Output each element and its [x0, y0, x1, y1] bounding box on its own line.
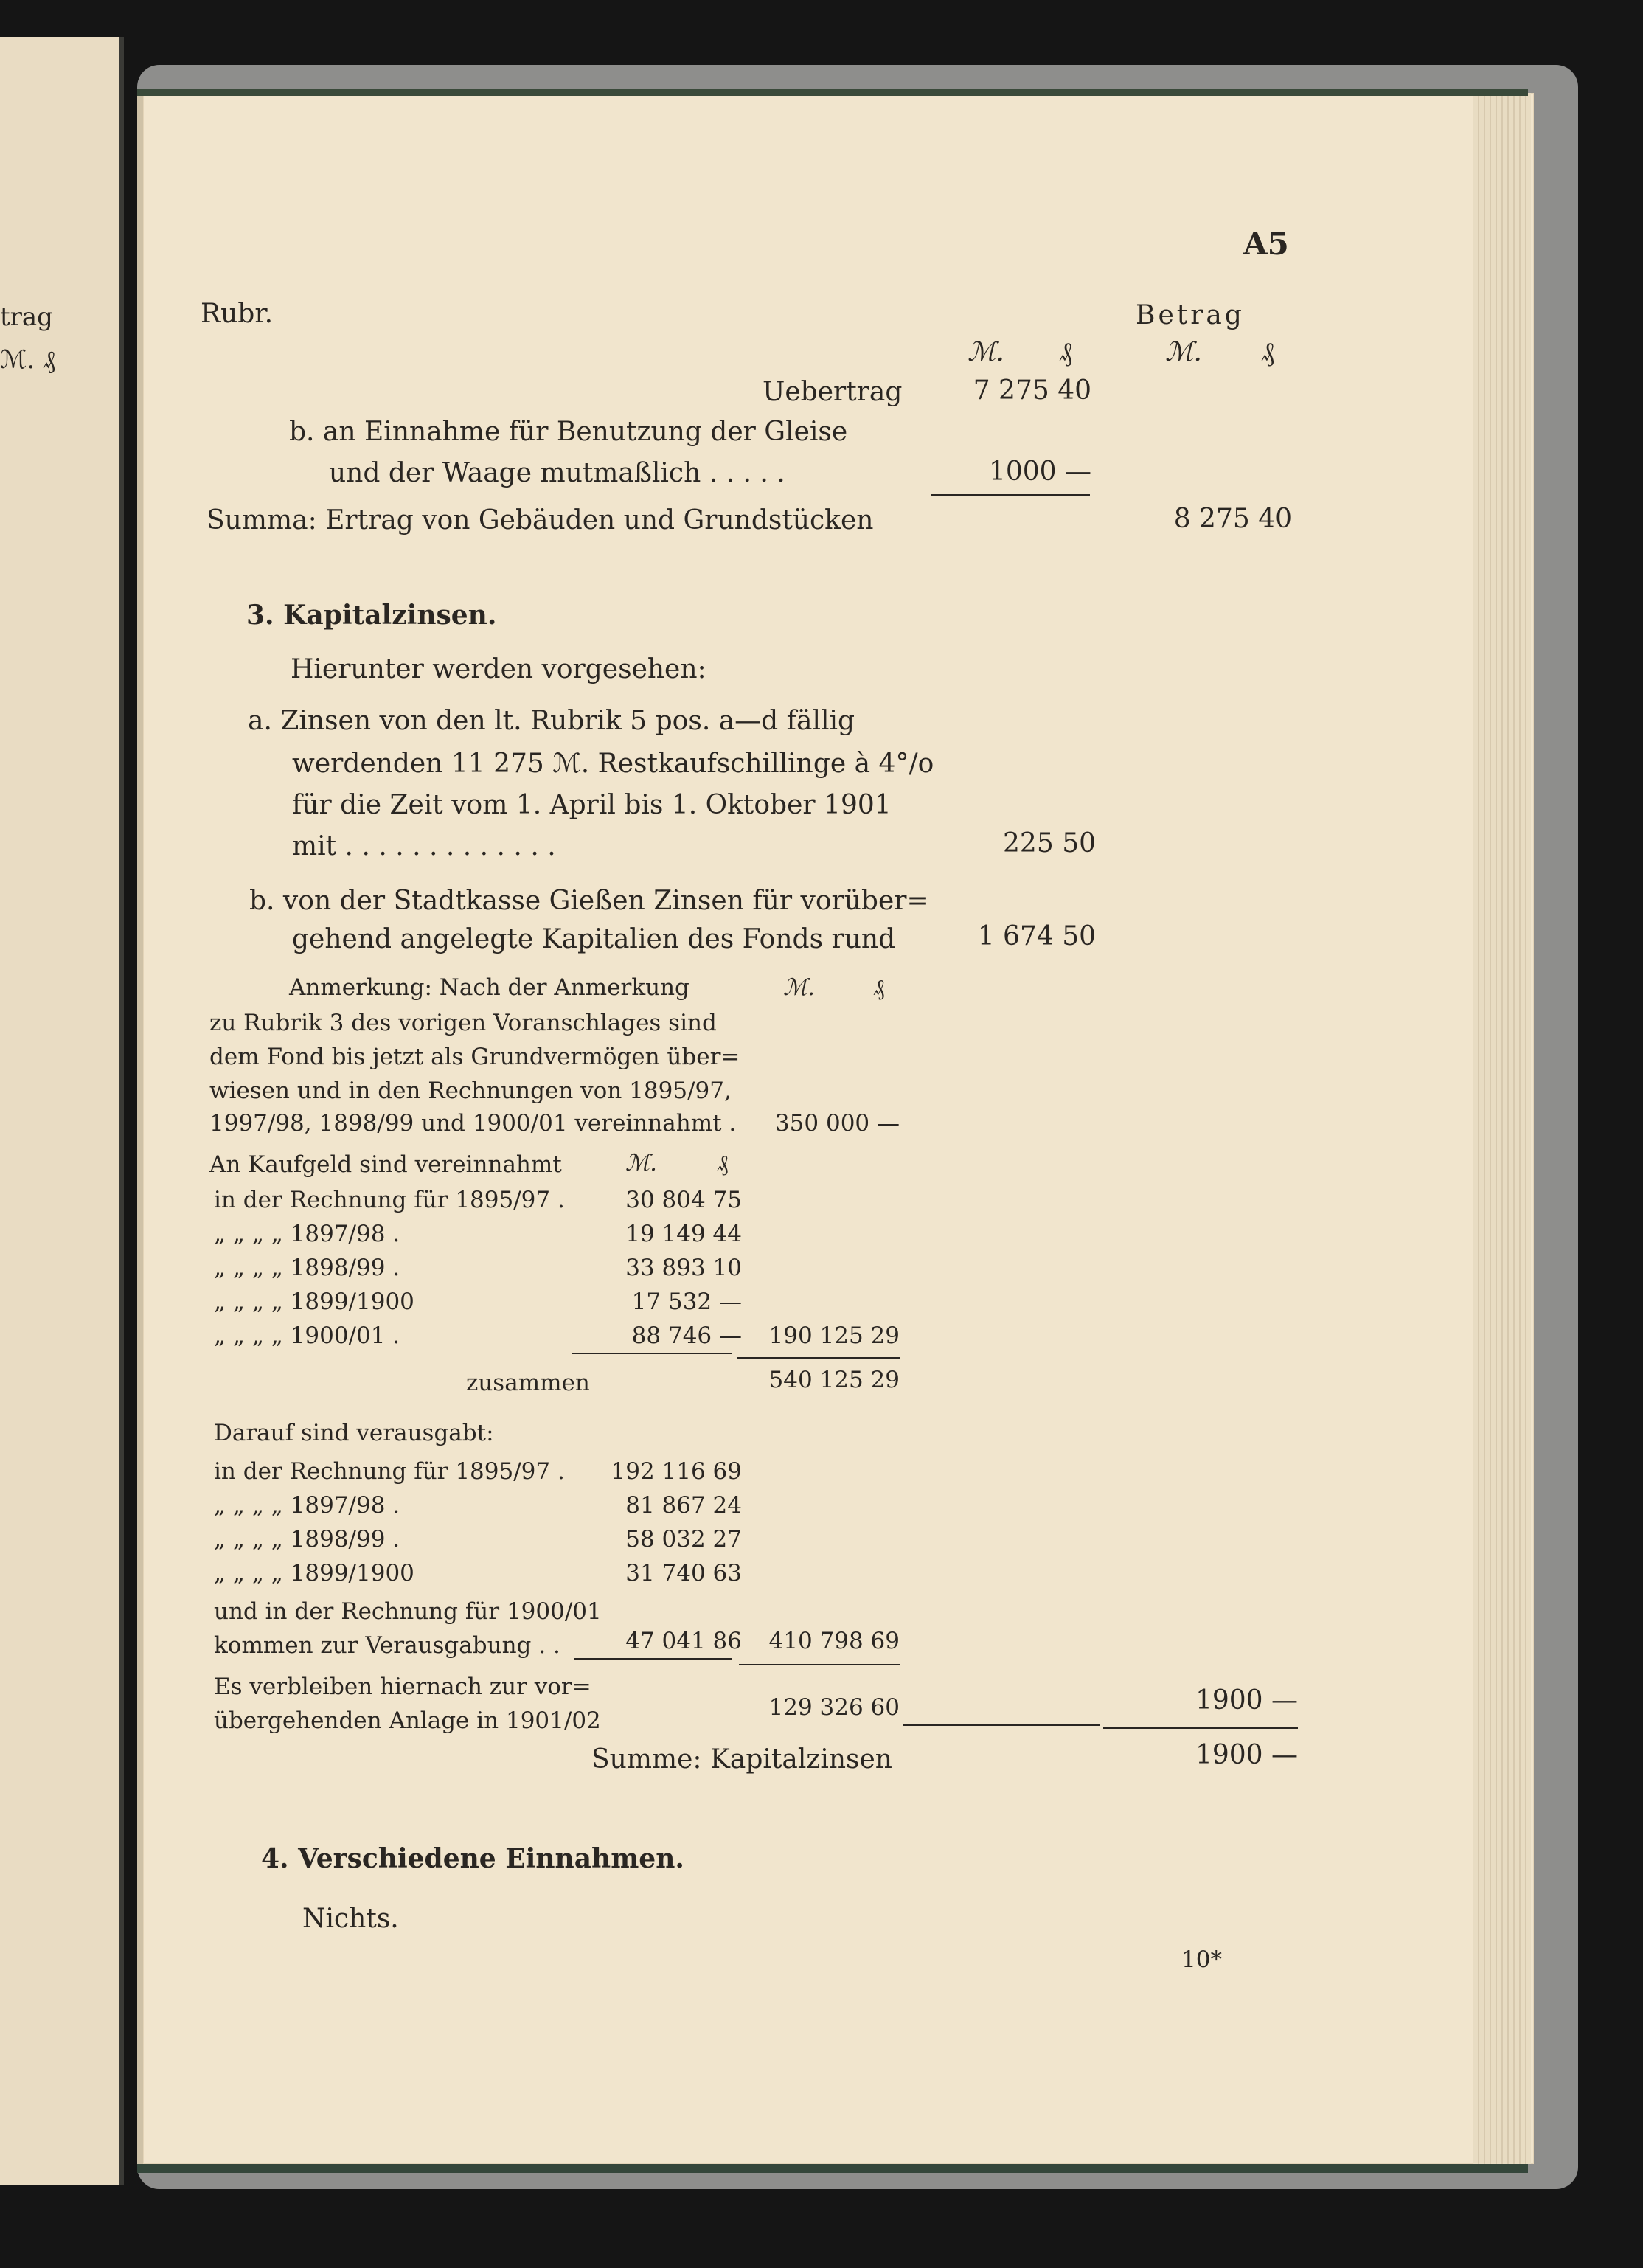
summa-label: Summa: Ertrag von Gebäuden und Grundstücken: [206, 505, 874, 535]
verausgabt-row-value: 58 032 27: [625, 1526, 742, 1553]
summe-value: 1900 —: [1195, 1740, 1298, 1770]
mark-unit: ℳ.: [1165, 337, 1202, 367]
note-line: dem Fond bis jetzt als Grundvermögen über=: [209, 1044, 740, 1070]
kaufgeld-row-value: 30 804 75: [625, 1187, 742, 1213]
kaufgeld-row-label: „ „ „ „ 1900/01 .: [214, 1322, 400, 1349]
sec3-b-line1: b. von der Stadtkasse Gießen Zinsen für vorüber=: [249, 886, 929, 916]
pfennig-unit: ₰: [717, 1150, 729, 1176]
und-value: 47 041 86: [625, 1628, 742, 1654]
sec2-b-line1: b. an Einnahme für Benutzung der Gleise: [289, 417, 848, 447]
mark-unit: ℳ.: [968, 337, 1004, 367]
sec3-a-line3: für die Zeit vom 1. April bis 1. Oktober 1901: [292, 790, 892, 820]
pfennig-unit: ₰: [1261, 337, 1274, 367]
previous-page: [0, 37, 124, 2185]
note-line: zu Rubrik 3 des vorigen Voranschlages sind: [209, 1010, 717, 1036]
kaufgeld-row-value: 17 532 —: [631, 1289, 742, 1315]
verausgabt-row-label: in der Rechnung für 1895/97 .: [214, 1458, 565, 1485]
uebertrag-value: 7 275 40: [973, 375, 1091, 406]
note-line: 1997/98, 1898/99 und 1900/01 vereinnahmt .: [209, 1110, 737, 1137]
summa-value: 8 275 40: [1173, 504, 1292, 534]
pfennig-unit: ₰: [873, 974, 885, 1001]
sum-rule: [574, 1658, 732, 1660]
kaufgeld-row-label: „ „ „ „ 1899/1900: [214, 1289, 414, 1315]
kaufgeld-row-value: 88 746 —: [631, 1322, 742, 1349]
sec3-intro: Hierunter werden vorgesehen:: [291, 654, 706, 684]
und-line2: kommen zur Verausgabung . .: [214, 1632, 560, 1659]
note-value: 350 000 —: [774, 1110, 900, 1137]
kaufgeld-row-value: 19 149 44: [625, 1221, 742, 1247]
left-page-fragment: trag: [0, 302, 53, 332]
es-line1: Es verbleiben hiernach zur vor=: [214, 1674, 591, 1700]
und-line1: und in der Rechnung für 1900/01: [214, 1598, 602, 1625]
sum-rule: [903, 1724, 1100, 1726]
betrag-label: Betrag: [1136, 300, 1245, 330]
mark-unit: ℳ.: [783, 974, 816, 1001]
uebertrag-label: Uebertrag: [763, 377, 903, 407]
darauf-label: Darauf sind verausgabt:: [214, 1420, 494, 1446]
sec2-b-line2: und der Waage mutmaßlich . . . . .: [329, 458, 785, 488]
left-page-fragment: ℳ. ₰: [0, 345, 55, 375]
sec3-b-line2: gehend angelegte Kapitalien des Fonds rund: [292, 924, 896, 954]
sec4-text: Nichts.: [302, 1904, 399, 1934]
kaufgeld-row-label: „ „ „ „ 1898/99 .: [214, 1255, 400, 1281]
sum-rule: [931, 494, 1090, 496]
sum-rule: [739, 1664, 900, 1665]
verausgabt-row-label: „ „ „ „ 1899/1900: [214, 1560, 414, 1586]
kaufgeld-row-label: in der Rechnung für 1895/97 .: [214, 1187, 565, 1213]
zusammen-value: 540 125 29: [768, 1367, 900, 1393]
sec3-a-line1: a. Zinsen von den lt. Rubrik 5 pos. a—d fällig: [248, 706, 855, 736]
es-betrag: 1900 —: [1195, 1685, 1298, 1716]
summe-label: Summe: Kapitalzinsen: [591, 1744, 892, 1775]
sum-rule: [572, 1353, 732, 1354]
note-line: Anmerkung: Nach der Anmerkung: [289, 974, 689, 1001]
section-heading: 4. Verschiedene Einnahmen.: [261, 1843, 684, 1874]
kaufgeld-total: 190 125 29: [768, 1322, 900, 1349]
verausgabt-total: 410 798 69: [768, 1628, 900, 1654]
verausgabt-row-value: 31 740 63: [625, 1560, 742, 1586]
binding-top: [137, 89, 1528, 96]
section-heading: 3. Kapitalzinsen.: [246, 600, 497, 631]
verausgabt-row-value: 81 867 24: [625, 1492, 742, 1519]
page-edges: [1473, 93, 1531, 2164]
sum-rule: [737, 1357, 900, 1359]
kaufgeld-row-value: 33 893 10: [625, 1255, 742, 1281]
page-marker: A5: [1243, 226, 1289, 262]
kaufgeld-label: An Kaufgeld sind vereinnahmt: [209, 1151, 562, 1178]
zusammen-label: zusammen: [466, 1370, 590, 1396]
es-line2: übergehenden Anlage in 1901/02: [214, 1707, 601, 1734]
verausgabt-row-label: „ „ „ „ 1898/99 .: [214, 1526, 400, 1553]
sec3-b-value: 1 674 50: [977, 921, 1096, 951]
rubr-label: Rubr.: [201, 299, 274, 329]
sec2-b-value: 1000 —: [988, 457, 1091, 487]
sec3-a-line4: mit . . . . . . . . . . . . .: [292, 831, 556, 861]
sec3-a-line2: werdenden 11 275 ℳ. Restkaufschillinge à 4°/o: [292, 749, 934, 779]
note-line: wiesen und in den Rechnungen von 1895/97,: [209, 1078, 732, 1104]
sum-rule: [1103, 1727, 1298, 1729]
binding-bottom: [137, 2164, 1528, 2173]
pfennig-unit: ₰: [1059, 337, 1072, 367]
sec3-a-value: 225 50: [1003, 828, 1096, 859]
es-value: 129 326 60: [768, 1694, 900, 1721]
sheet-signature: 10*: [1181, 1946, 1222, 1973]
kaufgeld-row-label: „ „ „ „ 1897/98 .: [214, 1221, 400, 1247]
verausgabt-row-value: 192 116 69: [611, 1458, 742, 1485]
verausgabt-row-label: „ „ „ „ 1897/98 .: [214, 1492, 400, 1519]
mark-unit: ℳ.: [625, 1150, 658, 1176]
